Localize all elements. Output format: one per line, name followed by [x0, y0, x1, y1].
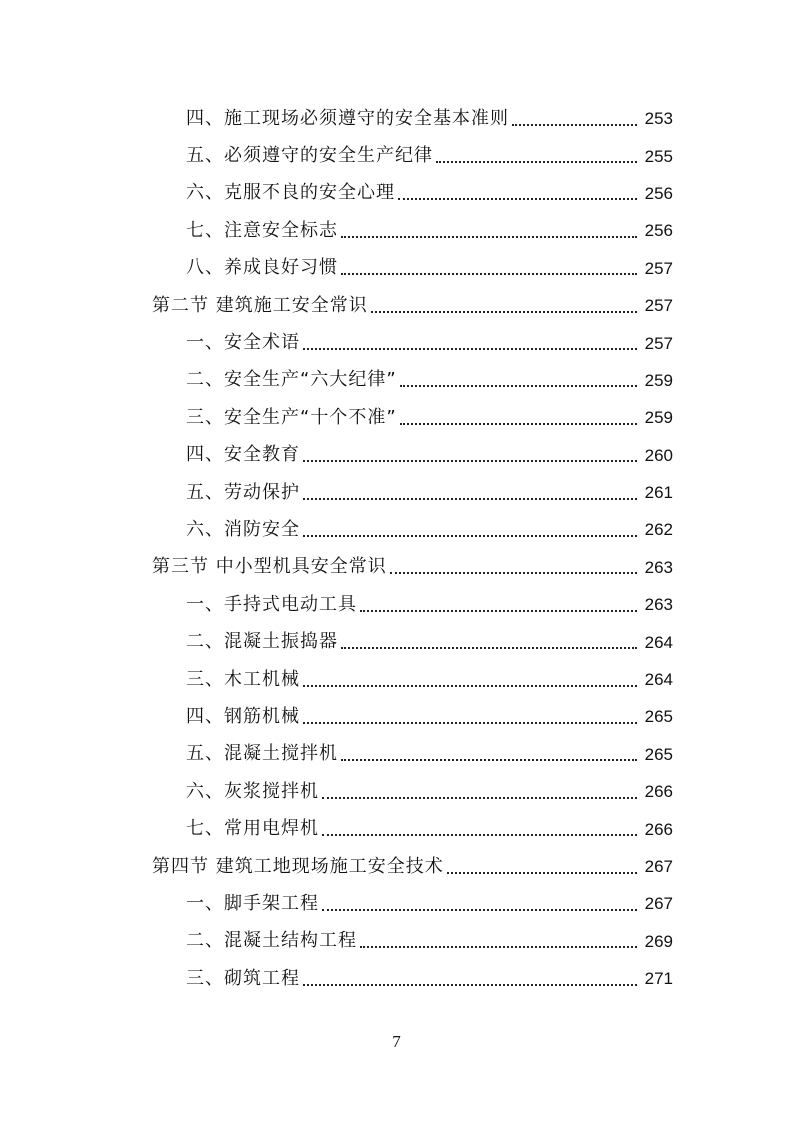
toc-entry-label: 七、注意安全标志	[186, 219, 338, 241]
dot-leader	[360, 946, 637, 948]
dot-leader	[371, 311, 637, 313]
toc-entry[interactable]	[0, 474, 793, 511]
toc-entry-page: 260	[644, 445, 673, 465]
toc-entry-label: 一、手持式电动工具	[186, 593, 357, 615]
toc-entry-label: 四、钢筋机械	[186, 705, 300, 727]
toc-entry[interactable]	[0, 661, 793, 698]
toc-section-page: 257	[644, 296, 673, 316]
dot-leader	[303, 722, 637, 724]
toc-entry-page: 264	[644, 670, 673, 690]
dot-leader	[322, 797, 637, 799]
toc-entry[interactable]	[0, 437, 793, 474]
toc-entry-page: 257	[644, 258, 673, 278]
dot-leader	[303, 535, 637, 537]
dot-leader	[303, 498, 637, 500]
toc-entry[interactable]	[0, 586, 793, 623]
toc-entry-label: 六、灰浆搅拌机	[186, 780, 319, 802]
toc-entry[interactable]	[0, 698, 793, 735]
toc-entry-page: 269	[644, 931, 673, 951]
toc-entry-page: 256	[644, 183, 673, 203]
toc-entry[interactable]	[0, 100, 793, 137]
toc-entry[interactable]	[0, 623, 793, 660]
dot-leader	[400, 423, 637, 425]
toc-section[interactable]	[0, 848, 793, 885]
dot-leader	[341, 273, 637, 275]
toc-entry-page: 257	[644, 333, 673, 353]
dot-leader	[400, 385, 637, 387]
toc-entry-page: 266	[644, 819, 673, 839]
toc-entry[interactable]	[0, 399, 793, 436]
toc-entry-label: 七、常用电焊机	[186, 818, 319, 840]
toc-entry[interactable]	[0, 885, 793, 922]
dot-leader	[341, 236, 637, 238]
dot-leader	[436, 161, 637, 163]
toc-entry-page: 263	[644, 595, 673, 615]
toc-entry-label: 三、砌筑工程	[186, 967, 300, 989]
dot-leader	[303, 348, 637, 350]
dot-leader	[341, 759, 637, 761]
toc-entry-page: 259	[644, 408, 673, 428]
dot-leader	[390, 572, 637, 574]
toc-entry-page: 259	[644, 370, 673, 390]
toc-entry-label: 三、木工机械	[186, 668, 300, 690]
toc-entry-label: 四、安全教育	[186, 444, 300, 466]
toc-entry[interactable]	[0, 362, 793, 399]
dot-leader	[322, 909, 637, 911]
toc-entry-page: 266	[644, 782, 673, 802]
toc-entry[interactable]	[0, 773, 793, 810]
dot-leader	[447, 872, 637, 874]
toc-entry[interactable]	[0, 960, 793, 997]
toc-entry-label: 八、养成良好习惯	[186, 257, 338, 279]
toc-section[interactable]	[0, 287, 793, 324]
toc-entry[interactable]	[0, 511, 793, 548]
toc-entry[interactable]	[0, 212, 793, 249]
toc-entry-label: 二、混凝土振捣器	[186, 631, 338, 653]
toc-entry-page: 271	[644, 969, 673, 989]
toc-entry-page: 256	[644, 221, 673, 241]
toc-entry-label: 一、脚手架工程	[186, 892, 319, 914]
toc-entry[interactable]	[0, 175, 793, 212]
toc-entry[interactable]	[0, 810, 793, 847]
toc-section-page: 267	[644, 857, 673, 876]
toc-entry-label: 二、混凝土结构工程	[186, 930, 357, 952]
toc-entry[interactable]	[0, 324, 793, 361]
toc-entry[interactable]	[0, 736, 793, 773]
toc-entry-label: 四、施工现场必须遵守的安全基本准则	[186, 107, 509, 129]
dot-leader	[398, 198, 637, 200]
toc-section-label: 第三节 中小型机具安全常识	[152, 556, 387, 578]
toc-entry-page: 265	[644, 744, 673, 764]
toc-entry-page: 261	[644, 483, 673, 503]
dot-leader	[512, 124, 637, 126]
toc-section-label: 第二节 建筑施工安全常识	[152, 294, 368, 316]
toc-entry-page: 253	[644, 109, 673, 129]
dot-leader	[341, 647, 637, 649]
page-number: 7	[392, 1032, 401, 1051]
toc-entry-label: 五、混凝土搅拌机	[186, 743, 338, 765]
toc-entry-label: 一、安全术语	[186, 332, 300, 354]
toc-entry-label: 五、必须遵守的安全生产纪律	[186, 145, 433, 167]
toc-entry-page: 255	[644, 146, 673, 166]
toc-entry-page: 265	[644, 707, 673, 727]
toc-entry[interactable]	[0, 137, 793, 174]
toc-entry-label: 五、劳动保护	[186, 481, 300, 503]
dot-leader	[303, 685, 637, 687]
toc-section-page: 263	[644, 557, 673, 577]
toc-entry-page: 264	[644, 632, 673, 652]
dot-leader	[360, 610, 637, 612]
dot-leader	[303, 984, 637, 986]
toc-entry-label: 六、消防安全	[186, 518, 300, 540]
toc-entry-page: 267	[644, 894, 673, 914]
dot-leader	[322, 834, 637, 836]
toc-entry[interactable]	[0, 250, 793, 287]
toc-entry-page: 262	[644, 520, 673, 540]
toc-entry[interactable]	[0, 923, 793, 960]
toc-entry-label: 三、安全生产“十个不准”	[186, 406, 397, 428]
dot-leader	[303, 460, 637, 462]
toc-section[interactable]	[0, 549, 793, 586]
toc-entry-label: 六、克服不良的安全心理	[186, 182, 395, 204]
toc-section-label: 第四节 建筑工地现场施工安全技术	[152, 855, 444, 877]
toc-entry-label: 二、安全生产“六大纪律”	[186, 369, 397, 391]
table-of-contents	[0, 100, 793, 997]
